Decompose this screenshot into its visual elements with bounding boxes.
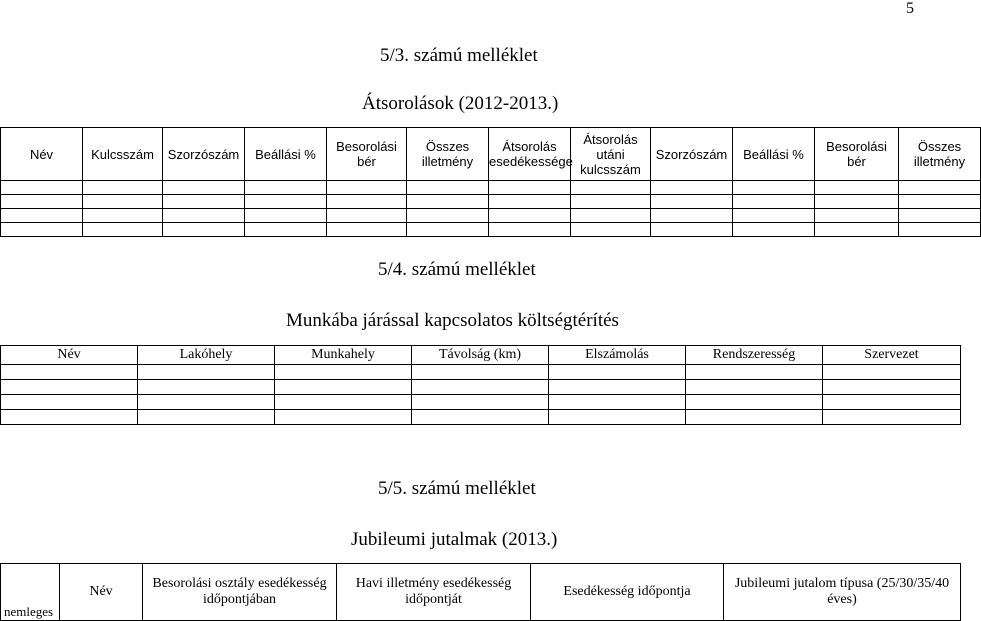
header-cell: Összes illetmény: [899, 128, 981, 181]
reclassifications-title: Átsorolások (2012-2013.): [362, 93, 559, 114]
jubilee-table: [0, 563, 961, 621]
commuting-title: Munkába járással kapcsolatos költségtérítés: [286, 310, 619, 331]
header-cell: Távolság (km): [412, 346, 549, 365]
header-cell: Név: [60, 564, 143, 621]
table-row: [1, 209, 981, 223]
commuting-table: [0, 345, 961, 425]
table-row: [1, 195, 981, 209]
annex-5-5-heading: 5/5. számú melléklet: [378, 478, 536, 499]
annex-5-3-heading: 5/3. számú melléklet: [380, 45, 538, 66]
header-cell: Átsorolás utáni kulcsszám: [571, 128, 651, 181]
page-number: 5: [906, 0, 914, 17]
header-cell: Beállási %: [245, 128, 327, 181]
header-cell: Besorolási bér: [327, 128, 407, 181]
header-cell: Átsorolás esedékessége: [489, 128, 571, 181]
table-row: [1, 365, 961, 380]
jubilee-title: Jubileumi jutalmak (2013.): [351, 529, 558, 550]
header-cell: Elszámolás: [549, 346, 686, 365]
table-header-row: [1, 346, 961, 365]
header-cell: Kulcsszám: [83, 128, 163, 181]
header-cell: Név: [1, 128, 83, 181]
annex-5-4-heading: 5/4. számú melléklet: [378, 259, 536, 280]
table-row: [1, 380, 961, 395]
table-row: [1, 410, 961, 425]
nemleges-label: nemleges: [1, 564, 60, 621]
header-cell: Rendszeresség: [686, 346, 823, 365]
header-cell: Besorolási osztály esedékesség időpontjában: [143, 564, 337, 621]
header-cell: Szorzószám: [651, 128, 733, 181]
header-cell: Esedékesség időpontja: [531, 564, 724, 621]
header-cell: Beállási %: [733, 128, 815, 181]
header-cell: Név: [1, 346, 138, 365]
table-row: [1, 223, 981, 237]
header-cell: Munkahely: [275, 346, 412, 365]
table-row: [1, 395, 961, 410]
header-cell: Havi illetmény esedékesség időpontját: [337, 564, 531, 621]
table-header-row: [1, 128, 981, 181]
header-cell: Összes illetmény: [407, 128, 489, 181]
reclassifications-table: [0, 127, 981, 237]
table-row: [1, 181, 981, 195]
table-header-row: [1, 564, 961, 621]
header-cell: Szervezet: [823, 346, 961, 365]
header-cell: Lakóhely: [138, 346, 275, 365]
header-cell: Jubileumi jutalom típusa (25/30/35/40 éves): [724, 564, 961, 621]
header-cell: Szorzószám: [163, 128, 245, 181]
header-cell: Besorolási bér: [815, 128, 899, 181]
